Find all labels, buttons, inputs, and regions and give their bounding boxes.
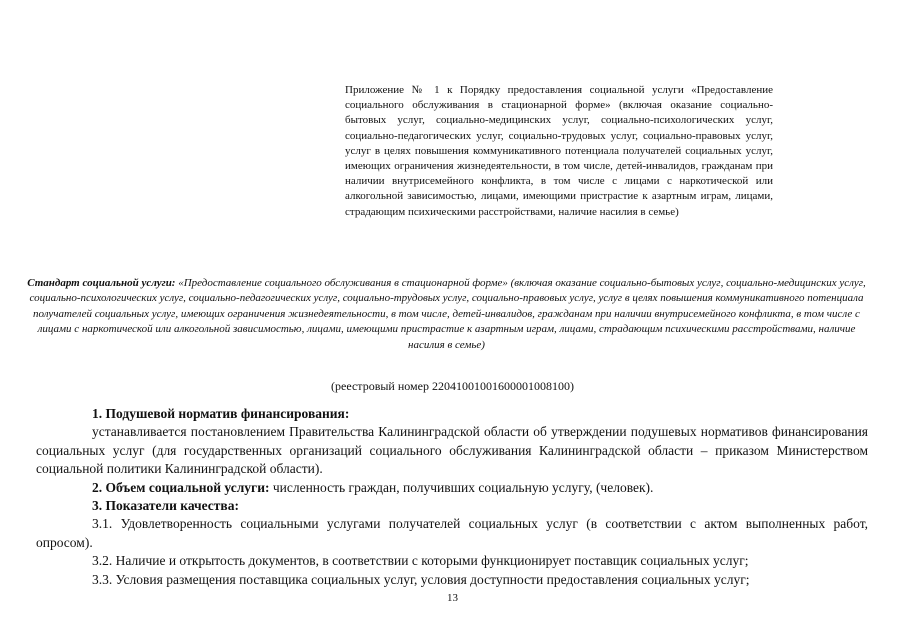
section-3-item: 3.2. Наличие и открытость документов, в соответствии с которыми функционирует поставщик социальных услуг; bbox=[92, 553, 749, 569]
document-body bbox=[36, 405, 868, 589]
page-number: 13 bbox=[447, 592, 458, 604]
section-2 bbox=[36, 479, 868, 497]
section-1-heading: 1. Подушевой норматив финансирования: bbox=[92, 406, 350, 421]
section-3-item: 3.3. Условия размещения поставщика социальных услуг, условия доступности предоставления социальных услуг; bbox=[92, 571, 750, 587]
registry-number: (реестровый номер 22041001001600001008100) bbox=[331, 379, 574, 393]
appendix-header bbox=[345, 83, 773, 220]
section-2-text: численность граждан, получивших социальную услугу, (человек). bbox=[269, 479, 654, 495]
standard-title bbox=[24, 276, 869, 353]
section-1-text: устанавливается постановлением Правительства Калининградской области об утверждении подушевых нормативов финансирования социальных услуг (для государственных организаций социального обслуживания Калининградской области – приказом Министерством социальной политики Калининградской области). bbox=[36, 424, 868, 477]
standard-lead: Стандарт социальной услуги: bbox=[27, 277, 176, 289]
section-3-item: 3.1. Удовлетворенность социальными услугами получателей социальных услуг (в соответствии с актом выполненных работ, опросом). bbox=[36, 516, 868, 550]
standard-text: «Предоставление социального обслуживания в стационарной форме» (включая оказание социально-бытовых услуг, социально-медицинских услуг, социально-психологических услуг, социально-педагогических услуг, социально-трудовых услуг, социально-правовых услуг, услуг в целях повышения коммуникативного потенциала получателей социальных услуг, имеющих ограничения жизнедеятельности, в том числе, детей-инвалидов, гражданам при наличии внутрисемейного конфликта, в том числе с лицами с наркотической или алкогольной зависимостью, лицами, имеющими пристрастие к азартным играм, лицами, страдающим психическими расстройствами, наличие насилия в семье) bbox=[29, 277, 866, 351]
appendix-text: Приложение № 1 к Порядку предоставления социальной услуги «Предоставление социального обслуживания в стационарной форме» (включая оказание социально-бытовых услуг, социально-медицинских услуг, социально-психологических услуг, социально-педагогических услуг, социально-трудовых услуг, социально-правовых услуг, услуг в целях повышения коммуникативного потенциала получателей социальных услуг, имеющих ограничения жизнедеятельности, в том числе, детей-инвалидов, гражданам при наличии внутрисемейного конфликта, в том числе с лицами с наркотической или алкогольной зависимостью, лицами, имеющими пристрастие к азартным играм, лицами, страдающим психическими расстройствами, наличие насилия в семье) bbox=[345, 84, 773, 218]
section-3-heading: 3. Показатели качества: bbox=[92, 498, 239, 514]
section-2-heading: 2. Объем социальной услуги: bbox=[92, 479, 270, 495]
